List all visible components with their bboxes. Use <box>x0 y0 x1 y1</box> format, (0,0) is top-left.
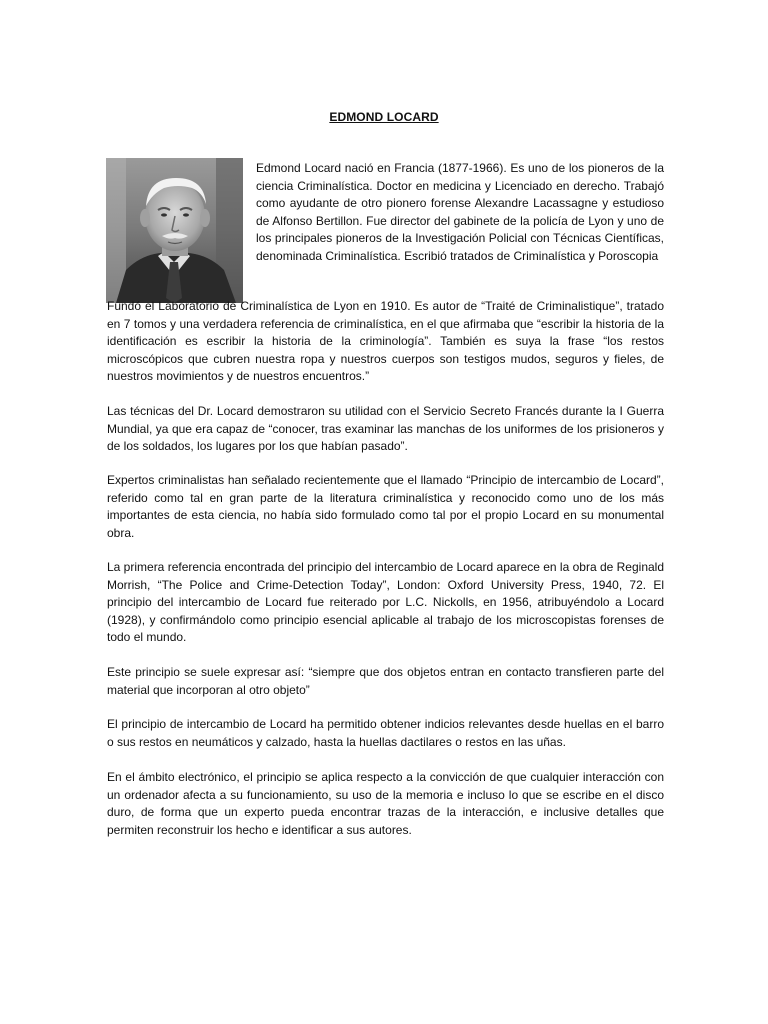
paragraph-primera-referencia: La primera referencia encontrada del principio del intercambio de Locard aparece en la obra de Reginald Morrish, “The Police and Crime-Detection Today”, London: Oxford University Press, 1940, 72. El principio del intercambio de Locard fue reiterado por L.C. Nickolls, en 1956, atribuyéndolo a Locard (1928), y confirmándolo como principio esencial aplicable al trabajo de los microscopistas forenses de todo el mundo. <box>107 560 665 644</box>
paragraph-ambito-electronico: En el ámbito electrónico, el principio se aplica respecto a la convicción de que cualquier interacción con un ordenador afecta a su funcionamiento, su uso de la memoria e incluso lo que se escribe en el disco duro, de forma que un experto pueda encontrar trazas de la interacción, e inclusive detalles que permiten reconstruir los hecho e identificar a sus autores. <box>107 770 664 837</box>
paragraph-laboratorio: Fundó el Laboratorio de Criminalística de Lyon en 1910. Es autor de “Traité de Criminalistique”, tratado en 7 tomos y una verdadera referencia de criminalística, en el que afirmaba que “escribir la historia de la identificación es escribir la historia de la criminología”. También es suya la frase “los restos microscópicos que cubren nuestra ropa y nuestros cuerpos son testigos mudos, seguros y fieles, de nuestros movimientos y de nuestros encuentros.” <box>107 299 664 383</box>
paragraph-tecnicas: Las técnicas del Dr. Locard demostraron su utilidad con el Servicio Secreto Francés durante la I Guerra Mundial, ya que era capaz de “conocer, tras examinar las manchas de los uniformes de los prisioneros y de los soldados, los lugares por los que habían pasado”. <box>107 404 664 453</box>
portrait-photo <box>106 158 243 303</box>
paragraph-intro: Edmond Locard nació en Francia (1877-1966). Es uno de los pioneros de la ciencia Criminalística. Doctor en medicina y Licenciado en derecho. Trabajó como ayudante de otro pionero forense Alexandre Lacassagne y estudioso de Alfonso Bertillon. Fue director del gabinete de la policía de Lyon y uno de los principales pioneros de la Investigación Policial con Técnicas Científicas, denominada Criminalística. Escribió tratados de Criminalística y Poroscopia <box>256 161 664 263</box>
portrait-illustration <box>106 158 243 303</box>
paragraph-indicios: El principio de intercambio de Locard ha permitido obtener indicios relevantes desde huellas en el barro o sus restos en neumáticos y calzado, hasta la huellas dactilares o restos en las uñas. <box>107 717 664 749</box>
paragraph-expertos: Expertos criminalistas han señalado recientemente que el llamado “Principio de intercambio de Locard”, referido como tal en gran parte de la literatura criminalística y reconocido como uno de los más importantes de esta ciencia, no había sido formulado como tal por el propio Locard en su monumental obra. <box>107 473 664 540</box>
page-title: EDMOND LOCARD <box>329 110 439 124</box>
paragraph-enunciado-principio: Este principio se suele expresar así: “siempre que dos objetos entran en contacto transfieren parte del material que incorporan al otro objeto” <box>107 665 664 697</box>
